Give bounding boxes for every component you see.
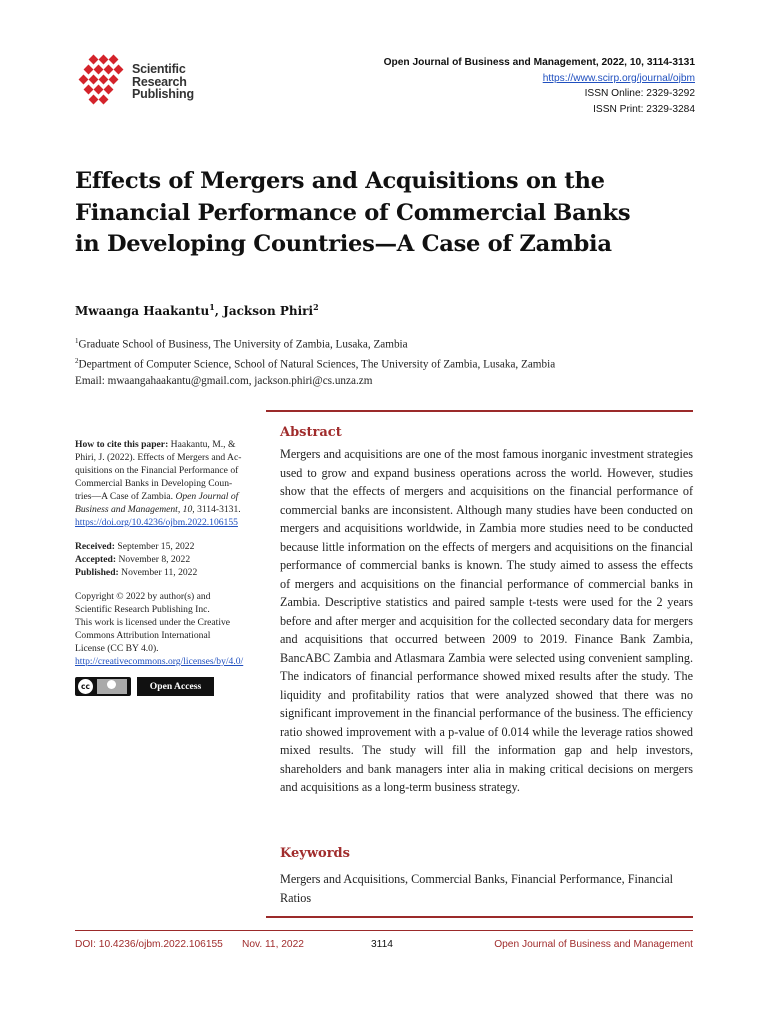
accepted-label: Accepted: <box>75 554 117 565</box>
cite-label: How to cite this paper: <box>75 439 169 450</box>
publisher-name-line: Publishing <box>132 87 194 101</box>
footer-rule <box>75 930 693 931</box>
footer-doi[interactable]: DOI: 10.4236/ojbm.2022.106155 <box>75 939 223 950</box>
journal-header <box>384 55 695 117</box>
cc-by-badge[interactable] <box>75 677 131 696</box>
cite-journal: Business and Management, 10, <box>75 504 195 515</box>
author-separator: , <box>214 304 224 318</box>
published-date: November 11, 2022 <box>121 567 198 578</box>
issn-online: ISSN Online: 2329-3292 <box>584 88 695 99</box>
affiliation <box>75 333 555 353</box>
author-name: Jackson Phiri <box>223 304 314 318</box>
copyright-line: This work is licensed under the Creative <box>75 617 231 628</box>
title-line: Effects of Mergers and Acquisitions on the <box>75 168 605 194</box>
published-label: Published: <box>75 567 119 578</box>
sidebar-info <box>75 438 265 668</box>
affiliation-mark: 1 <box>75 337 79 345</box>
license-badges <box>75 677 215 697</box>
author-list <box>75 302 319 318</box>
affiliation <box>75 353 555 373</box>
cite-pages: 3114-3131. <box>197 504 241 515</box>
cite-journal: Open Journal of <box>175 491 239 502</box>
title-line: Financial Performance of Commercial Banks <box>75 199 631 226</box>
affiliations <box>75 333 555 390</box>
abstract-heading: Abstract <box>280 425 342 440</box>
affiliation-mark: 2 <box>75 357 79 366</box>
affiliation-text: Graduate School of Business, The University of Zambia, Lusaka, Zambia <box>78 338 408 351</box>
title-line: in Developing Countries—A Case of Zambia <box>75 231 612 257</box>
citation-block <box>75 438 265 529</box>
publisher-name-line: Research <box>132 74 187 89</box>
copyright-line: Copyright © 2022 by author(s) and <box>75 591 211 602</box>
publisher-name-line: Scientific <box>132 62 186 76</box>
by-attribution-icon <box>97 679 127 694</box>
keywords-bottom-rule <box>266 916 693 918</box>
publisher-name <box>132 63 194 101</box>
journal-citation: Open Journal of Business and Management, 2022, 10, 3114-3131 <box>383 57 695 68</box>
abstract-top-rule <box>266 410 693 412</box>
cite-text: Phiri, J. (2022). Effects of Mergers and Ac- <box>75 452 242 463</box>
received-label: Received: <box>75 541 115 552</box>
doi-link[interactable]: https://doi.org/10.4236/ojbm.2022.106155 <box>75 517 238 528</box>
journal-url-link[interactable]: https://www.scirp.org/journal/ojbm <box>542 72 695 84</box>
copyright-line: Scientific Research Publishing Inc. <box>75 604 210 615</box>
author-name: Mwaanga Haakantu <box>75 304 210 318</box>
received-date: September 15, 2022 <box>117 541 195 552</box>
cite-text: Commercial Banks in Developing Coun- <box>75 478 233 489</box>
publisher-logo <box>76 54 206 114</box>
abstract-text: Mergers and acquisitions are one of the most famous inorganic investment strategies used to grow and expand business operations across the world. However, studies show that the effects of mergers and acquisitions on the financial performance of commercial banks are inconsistent. Although many studies have been conducted on mergers and acquisitions worldwide, in Zambia more studies need to be conducted because little information on the effects of mergers and acquisitions on the financial performance of commercial banks is known. The study aimed to assess the effects of mergers and acquisitions on the financial performance of commercial banks in Zambia. Descriptive statistics and paired sample t-tests were used for the 2 years before and after merger and acquisition for the collected secondary data for mergers and acquisitions that occurred between 2009 to 2019. Finance Bank Zambia, BancABC Zambia and Atlasmara Zambia were selected using convenient sampling. The indicators of financial performance showed mixed results after the study. The liquidity and profitability ratios that were analyzed showed that there was no significant improvement in the financial performance of the business. The efficiency ratio showed improvement with a p-value of 0.014 while the leverage ratios showed mixed results. The study will fill the information gap and help investors, shareholders and bank managers inter alia in making critical decisions on mergers and acquisitions as a long-term business strategy. <box>280 447 693 794</box>
footer-date: Nov. 11, 2022 <box>242 939 304 950</box>
author-affiliation-mark: 1 <box>209 302 215 312</box>
author-affiliation-mark: 2 <box>313 302 319 312</box>
dates-block <box>75 540 265 579</box>
page-number: 3114 <box>371 939 393 950</box>
footer-journal: Open Journal of Business and Management <box>494 939 693 950</box>
keywords-text: Mergers and Acquisitions, Commercial Banks, Financial Performance, Financial Ratios <box>280 872 674 905</box>
accepted-date: November 8, 2022 <box>118 554 191 565</box>
keywords-heading: Keywords <box>280 846 350 861</box>
paper-title <box>75 166 695 261</box>
cite-text: Haakantu, M., & <box>170 439 236 450</box>
copyright-line: Commons Attribution International <box>75 630 211 641</box>
copyright-line: License (CC BY 4.0). <box>75 643 159 654</box>
affiliation-text: Department of Computer Science, School of Natural Sciences, The University of Zambia, Lusaka, Zambia <box>78 358 556 371</box>
copyright-block <box>75 590 265 668</box>
email-line: Email: mwaangahaakantu@gmail.com, jackson.phiri@cs.unza.zm <box>75 375 373 388</box>
open-access-badge[interactable]: Open Access <box>137 677 214 696</box>
cite-text: quisitions on the Financial Performance of <box>75 465 239 476</box>
cc-icon: cc <box>78 679 93 694</box>
license-link[interactable]: http://creativecommons.org/licenses/by/4.0/ <box>75 656 244 667</box>
issn-print: ISSN Print: 2329-3284 <box>593 103 695 115</box>
scirp-diamond-logo-icon <box>76 54 130 112</box>
cite-text: tries—A Case of Zambia. <box>75 491 174 502</box>
